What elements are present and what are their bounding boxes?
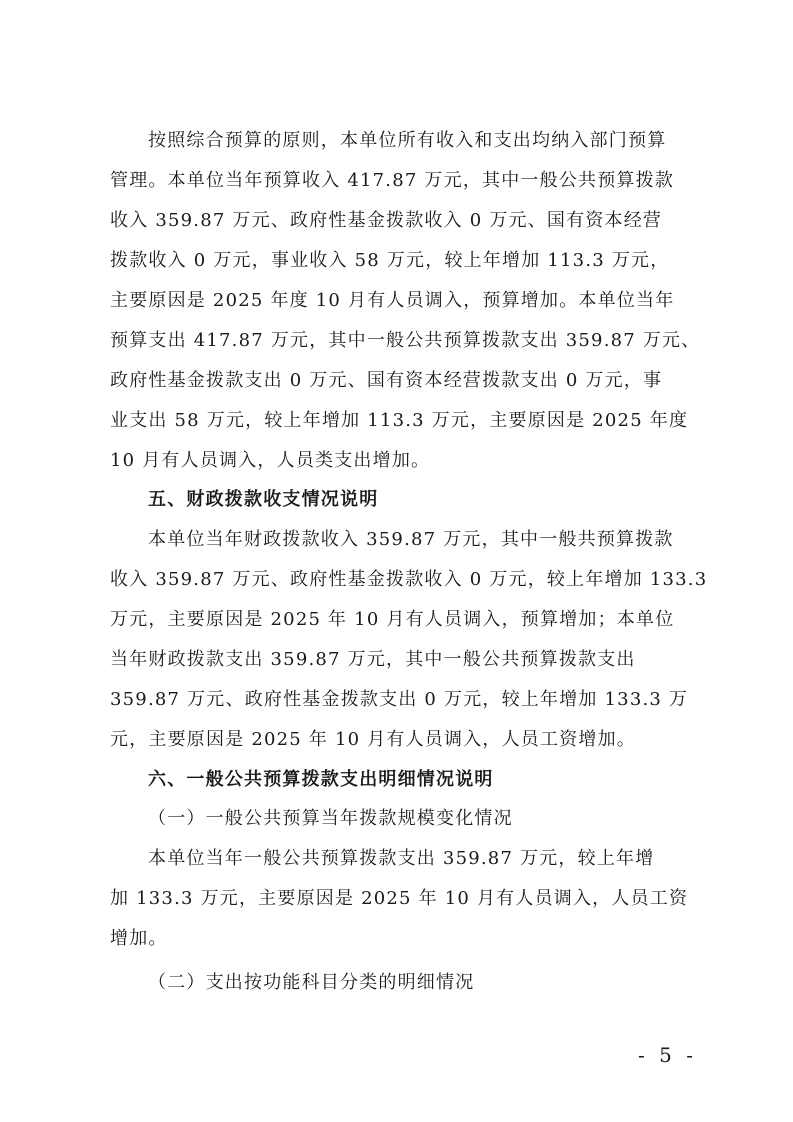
paragraph-line: 政府性基金拨款支出 0 万元、国有资本经营拨款支出 0 万元，事 <box>110 370 663 391</box>
section-heading-6: 六、一般公共预算拨款支出明细情况说明 <box>148 769 494 790</box>
subsection-heading-2: （二）支出按功能科目分类的明细情况 <box>148 972 475 993</box>
paragraph-line: 收入 359.87 万元、政府性基金拨款收入 0 万元、国有资本经营 <box>110 210 663 231</box>
section-heading-5: 五、财政拨款收支情况说明 <box>148 489 379 510</box>
paragraph-line: 万元，主要原因是 2025 年 10 月有人员调入，预算增加；本单位 <box>110 609 675 630</box>
paragraph-line: 拨款收入 0 万元，事业收入 58 万元，较上年增加 113.3 万元， <box>110 250 670 271</box>
paragraph-line: 管理。本单位当年预算收入 417.87 万元，其中一般公共预算拨款 <box>110 170 675 191</box>
paragraph-line: 10 月有人员调入，人员类支出增加。 <box>110 450 431 471</box>
paragraph-line: 当年财政拨款支出 359.87 万元，其中一般公共预算拨款支出 <box>110 649 636 670</box>
paragraph-line: 按照综合预算的原则，本单位所有收入和支出均纳入部门预算 <box>148 130 667 151</box>
paragraph-line: 收入 359.87 万元、政府性基金拨款收入 0 万元，较上年增加 133.3 <box>110 569 708 590</box>
paragraph-line: 主要原因是 2025 年度 10 月有人员调入，预算增加。本单位当年 <box>110 290 675 311</box>
paragraph-line: 359.87 万元、政府性基金拨款支出 0 万元，较上年增加 133.3 万 <box>110 689 689 710</box>
subsection-heading-1: （一）一般公共预算当年拨款规模变化情况 <box>148 808 513 829</box>
paragraph-line: 增加。 <box>110 928 168 949</box>
paragraph-line: 本单位当年财政拨款收入 359.87 万元，其中一般共预算拨款 <box>148 529 674 550</box>
paragraph-line: 元，主要原因是 2025 年 10 月有人员调入，人员工资增加。 <box>110 729 636 750</box>
paragraph-line: 预算支出 417.87 万元，其中一般公共预算拨款支出 359.87 万元、 <box>110 330 701 351</box>
page-number: - 5 - <box>638 1043 697 1067</box>
paragraph-line: 加 133.3 万元，主要原因是 2025 年 10 月有人员调入，人员工资 <box>110 888 689 909</box>
paragraph-line: 本单位当年一般公共预算拨款支出 359.87 万元，较上年增 <box>148 848 655 869</box>
paragraph-line: 业支出 58 万元，较上年增加 113.3 万元，主要原因是 2025 年度 <box>110 410 689 431</box>
